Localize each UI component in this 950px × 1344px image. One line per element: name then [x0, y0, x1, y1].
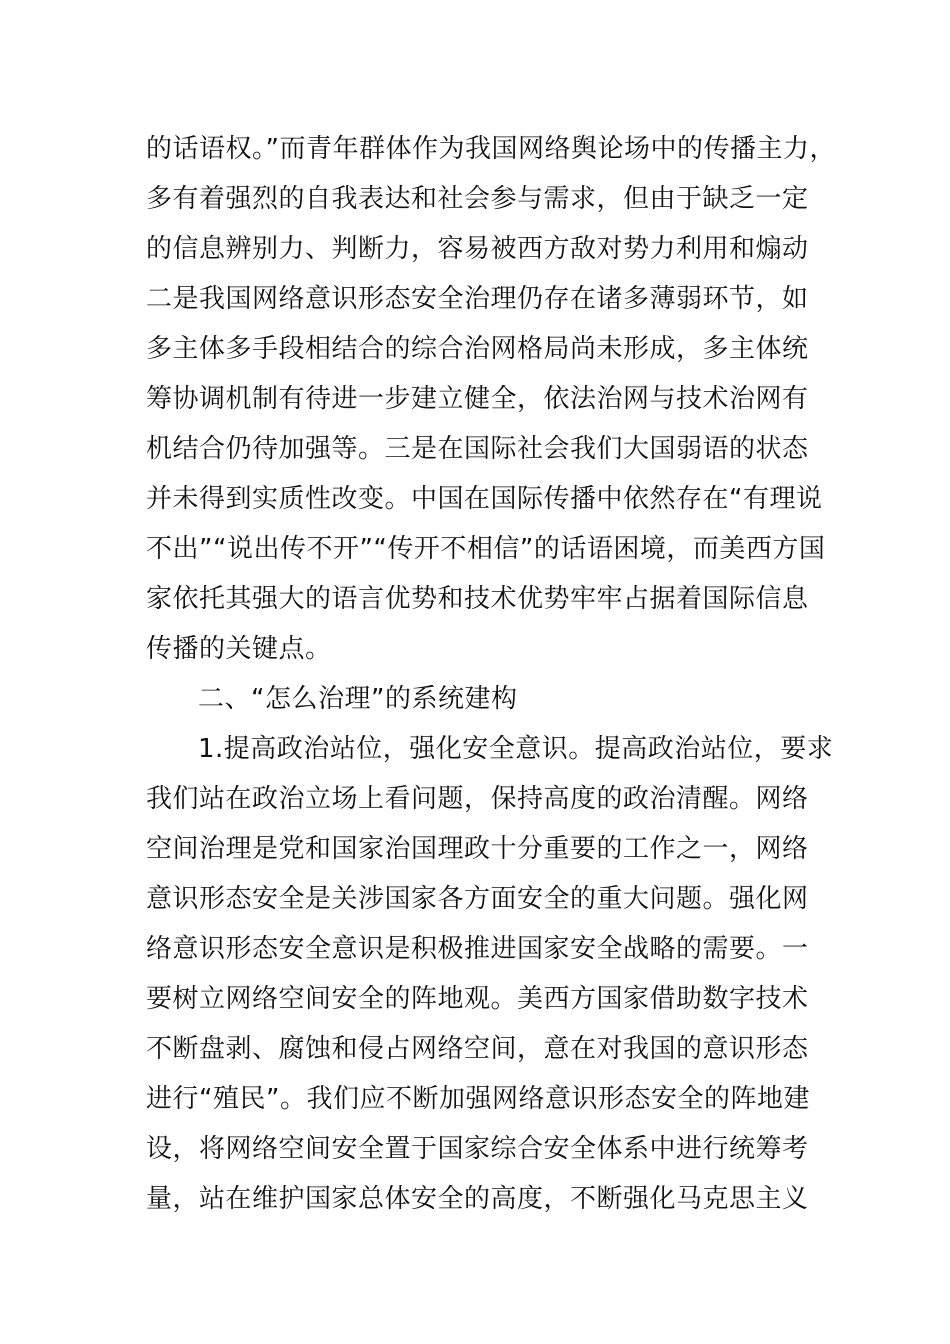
text-line: 进行“殖民”。我们应不断加强网络意识形态安全的阵地建	[146, 1084, 810, 1114]
text-line: 要树立网络空间安全的阵地观。美西方国家借助数字技术	[146, 984, 809, 1014]
text-line: 家依托其强大的语言优势和技术优势牢牢占据着国际信息	[146, 584, 809, 614]
text-line: 多有着强烈的自我表达和社会参与需求，但由于缺乏一定	[146, 184, 809, 214]
subsection-first-line: 1.提高政治站位，强化安全意识。提高政治站位，要求	[198, 734, 834, 764]
text-line: 筹协调机制有待进一步建立健全，依法治网与技术治网有	[146, 384, 809, 414]
text-line: 意识形态安全是关涉国家各方面安全的重大问题。强化网	[146, 884, 809, 914]
text-line: 不断盘剥、腐蚀和侵占网络空间，意在对我国的意识形态	[146, 1034, 809, 1064]
text-line: 的信息辨别力、判断力，容易被西方敌对势力利用和煽动	[146, 234, 809, 264]
text-line: 的话语权。”而青年群体作为我国网络舆论场中的传播主力，	[146, 134, 836, 164]
text-line: 我们站在政治立场上看问题，保持高度的政治清醒。网络	[146, 784, 809, 814]
body-text	[146, 124, 836, 1224]
text-line: 不出”“说出传不开”“传开不相信”的话语困境，而美西方国	[146, 534, 826, 564]
text-line: 多主体多手段相结合的综合治网格局尚未形成，多主体统	[146, 334, 809, 364]
text-line: 空间治理是党和国家治国理政十分重要的工作之一，网络	[146, 834, 809, 864]
section-heading: 二、“怎么治理”的系统建构	[198, 684, 518, 714]
text-line: 机结合仍待加强等。三是在国际社会我们大国弱语的状态	[146, 434, 809, 464]
text-line: 设，将网络空间安全置于国家综合安全体系中进行统筹考	[146, 1134, 809, 1164]
text-line: 二是我国网络意识形态安全治理仍存在诸多薄弱环节，如	[146, 284, 809, 314]
text-line: 传播的关键点。	[146, 634, 332, 664]
text-line: 量，站在维护国家总体安全的高度，不断强化马克思主义	[146, 1184, 809, 1214]
text-line: 络意识形态安全意识是积极推进国家安全战略的需要。一	[146, 934, 809, 964]
text-line: 并未得到实质性改变。中国在国际传播中依然存在“有理说	[146, 484, 823, 514]
